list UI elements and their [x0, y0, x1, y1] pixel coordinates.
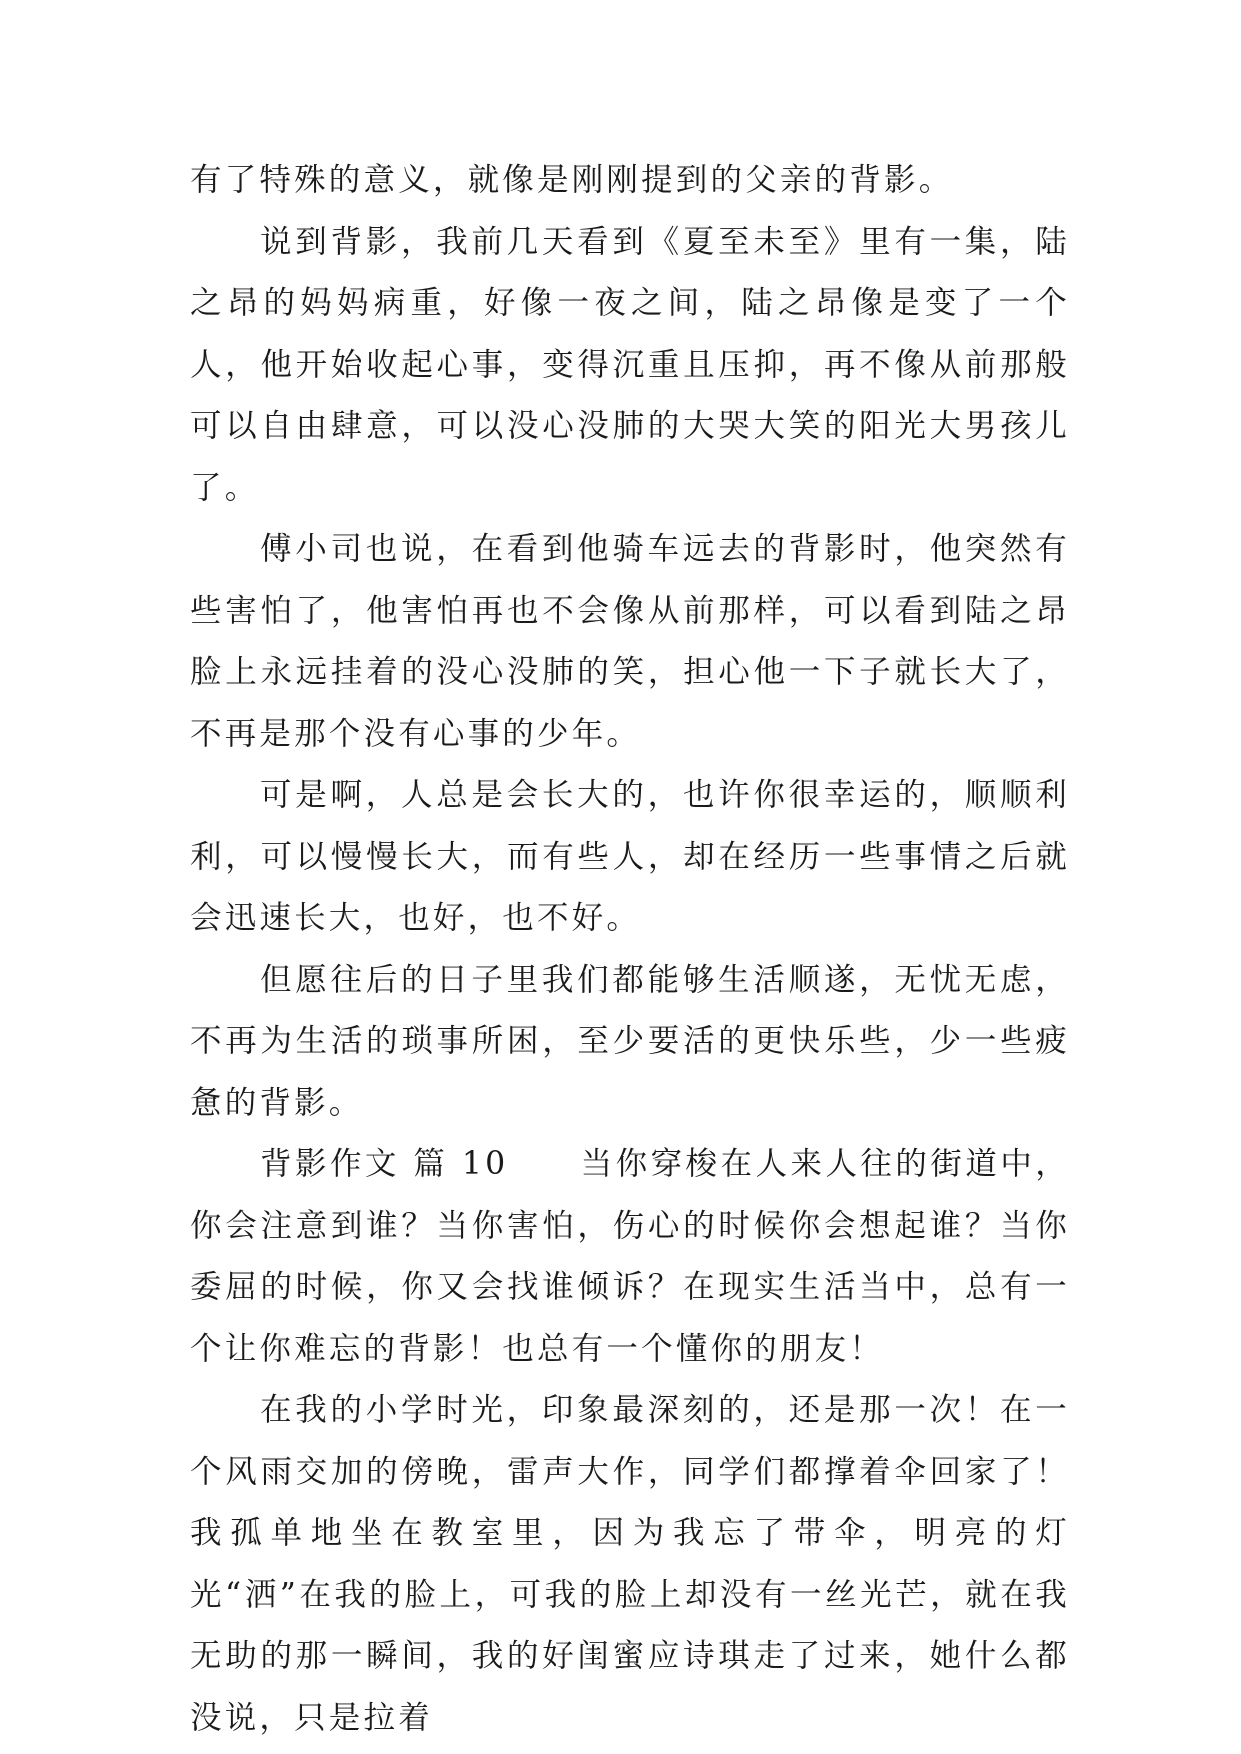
paragraph-continuation: 有了特殊的意义，就像是刚刚提到的父亲的背影。	[190, 162, 954, 198]
paragraph-wishes: 但愿往后的日子里我们都能够生活顺遂，无忧无虑，不再为生活的琐事所困，至少要活的更快乐些，少一些疲惫的背影。	[190, 961, 1070, 1121]
section-paragraph	[190, 1134, 1070, 1380]
section-title: 背影作文 篇 10	[260, 1146, 509, 1182]
body-text	[190, 150, 1070, 1749]
section-text: 当你穿梭在人来人往的街道中，你会注意到谁？当你害怕，伤心的时候你会想起谁？当你委屈的时候，你又会找谁倾诉？在现实生活当中，总有一个让你难忘的背影！也总有一个懂你的朋友！	[190, 1146, 1070, 1367]
paragraph-fuxiaosi: 傅小司也说，在看到他骑车远去的背影时，他突然有些害怕了，他害怕再也不会像从前那样，可以看到陆之昂脸上永远挂着的没心没肺的笑，担心他一下子就长大了，不再是那个没有心事的少年。	[190, 531, 1070, 752]
paragraph-primary-school: 在我的小学时光，印象最深刻的，还是那一次！在一个风雨交加的傍晚，雷声大作，同学们都撑着伞回家了！我孤单地坐在教室里，因为我忘了带伞，明亮的灯光“洒”在我的脸上，可我的脸上却没有一丝光芒，就在我无助的那一瞬间，我的好闺蜜应诗琪走了过来，她什么都没说，只是拉着	[190, 1392, 1070, 1736]
paragraph-xiazhiweizhi: 说到背影，我前几天看到《夏至未至》里有一集，陆之昂的妈妈病重，好像一夜之间，陆之昂像是变了一个人，他开始收起心事，变得沉重且压抑，再不像从前那般可以自由肆意，可以没心没肺的大哭大笑的阳光大男孩儿了。	[190, 223, 1070, 506]
paragraph-growing-up: 可是啊，人总是会长大的，也许你很幸运的，顺顺利利，可以慢慢长大，而有些人，却在经历一些事情之后就会迅速长大，也好，也不好。	[190, 777, 1070, 936]
